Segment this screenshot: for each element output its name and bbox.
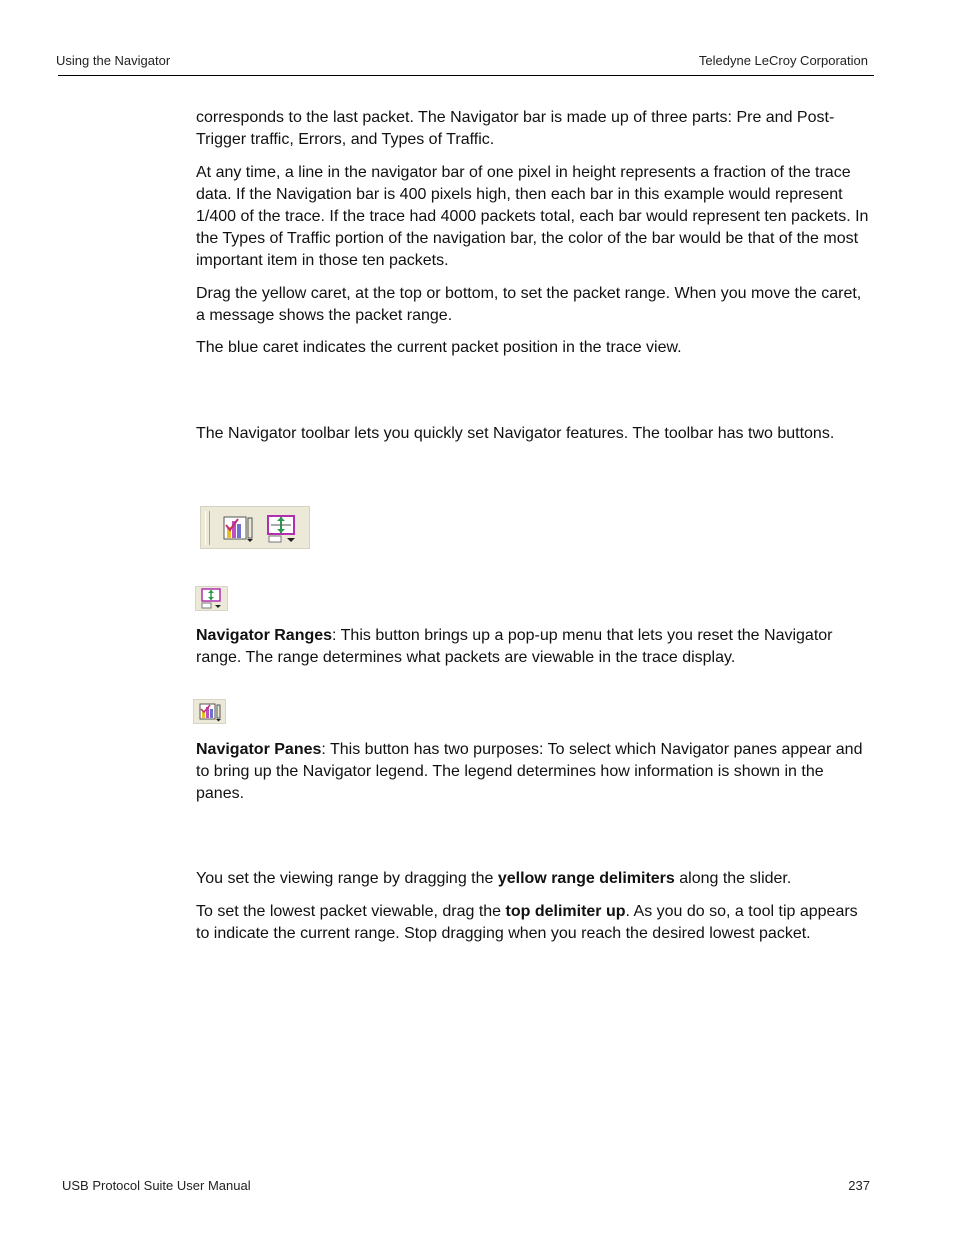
- footer-manual-title: USB Protocol Suite User Manual: [62, 1178, 251, 1193]
- header-rule: [58, 75, 874, 76]
- navigator-ranges-description: : This button brings up a pop-up menu that lets you reset the Navigator range. The range determines what packets are viewable in the trace display.: [196, 627, 833, 666]
- term-navigator-ranges: Navigator Ranges: [196, 627, 333, 644]
- navigator-panes-description: : This button has two purposes: To select which Navigator panes appear and to bring up the Navigator legend. The legend determines how information is shown in the panes.: [196, 741, 863, 802]
- running-header-right: Teledyne LeCroy Corporation: [698, 53, 868, 68]
- term-yellow-range-delimiters: yellow range delimiters: [497, 870, 675, 887]
- paragraph-navigator-bar-parts: corresponds to the last packet. The Navigator bar is made up of three parts: Pre and Post-Trigger traffic, Errors, and Types of Traffic.: [196, 109, 835, 148]
- toolbar-grip: [205, 511, 210, 545]
- paragraph-blue-caret: The blue caret indicates the current packet position in the trace view.: [196, 339, 682, 356]
- navigator-panes-icon: [199, 702, 225, 727]
- running-header-left: Using the Navigator: [56, 53, 171, 68]
- paragraph-viewing-range: [196, 868, 874, 890]
- lowest-packet-text-before: To set the lowest packet viewable, drag the: [196, 903, 506, 920]
- lowest-packet-text-after: . As you do so, a tool tip appears to indicate the current range. Stop dragging when you reach the desired lowest packet.: [196, 903, 858, 942]
- paragraph-navigator-ranges: [196, 625, 874, 669]
- term-navigator-panes: Navigator Panes: [196, 741, 322, 758]
- navigator-panes-button[interactable]: [193, 699, 226, 724]
- viewing-range-text-after: along the slider.: [674, 870, 792, 887]
- viewing-range-text-before: You set the viewing range by dragging the: [196, 870, 498, 887]
- paragraph-lowest-packet: [196, 901, 874, 945]
- paragraph-navigator-panes: [196, 739, 874, 805]
- navigator-panes-icon[interactable]: [223, 515, 259, 548]
- paragraph-pixel-fraction: At any time, a line in the navigator bar of one pixel in height represents a fraction of the trace data. If the Navigation bar is 400 pixels high, then each bar in this example would represent 1/400 of the trace. If the trace had 4000 packets total, each bar would represent ten packets. In the Types of Traffic portion of the navigation bar, the color of the bar would be that of the most important item in those ten packets.: [196, 164, 869, 269]
- footer-page-number: 237: [848, 1178, 870, 1193]
- navigator-ranges-icon[interactable]: [267, 514, 299, 549]
- paragraph-yellow-caret: Drag the yellow caret, at the top or bottom, to set the packet range. When you move the caret, a message shows the packet range.: [196, 285, 862, 324]
- paragraph-navigator-toolbar: The Navigator toolbar lets you quickly set Navigator features. The toolbar has two buttons.: [196, 425, 835, 442]
- navigator-ranges-button[interactable]: [195, 586, 228, 611]
- navigator-ranges-icon: [201, 588, 225, 615]
- term-top-delimiter-up: top delimiter up: [505, 903, 626, 920]
- navigator-toolbar: [200, 506, 310, 549]
